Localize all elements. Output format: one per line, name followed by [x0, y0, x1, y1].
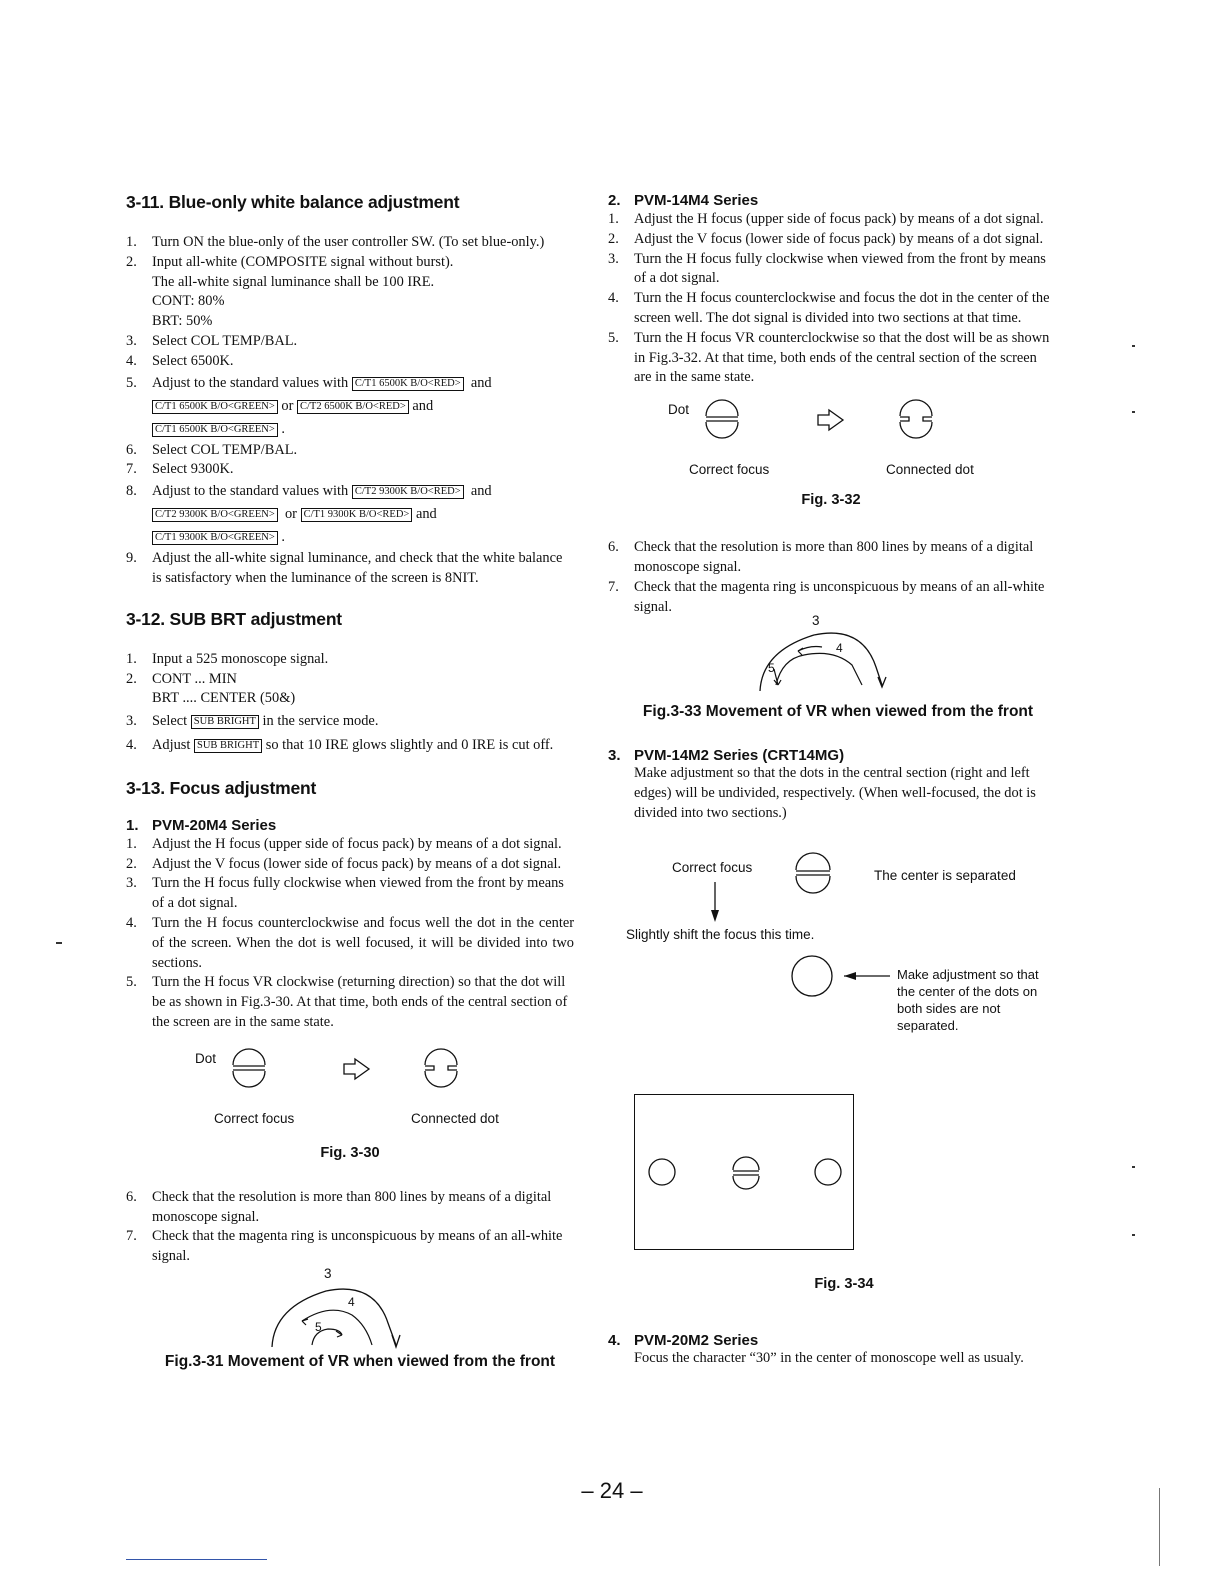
s3-body: Make adjustment so that the dots in the central section (right and left edges) will be undivided, respectively. (When well-focused, the dot is divided into two sections.) [634, 765, 1036, 821]
margin-mark [1132, 411, 1135, 413]
correct-focus-label: Correct focus [672, 859, 753, 875]
list-item: 1. Input a 525 monoscope signal. [126, 650, 329, 667]
key-label: SUB BRIGHT [194, 739, 262, 753]
dot-label: Dot [195, 1050, 217, 1066]
list-item: 1. Adjust the H focus (upper side of focus pack) by means of a dot signal. [608, 211, 1044, 227]
key-label: SUB BRIGHT [191, 715, 259, 729]
figure-3-32 [608, 394, 1054, 538]
section-3-12-heading: 3-12. SUB BRT adjustment [126, 608, 342, 629]
s311-list [126, 233, 574, 589]
left-column [126, 192, 574, 1379]
vr-label-3: 3 [812, 613, 820, 629]
s313-list [126, 835, 574, 1033]
key-label: C/T1 6500K B/O<GREEN> [152, 423, 278, 437]
list-item: 5. Turn the H focus VR counterclockwise so that the dost will be as shown in Fig.3-32. At that time, both ends of the central section of the screen are in the same state. [608, 329, 1050, 386]
screen-dots-icon [634, 1094, 854, 1250]
separated-label: The center is separated [874, 867, 1016, 883]
subsection-pvm-14m2: 3. PVM-14M2 Series (CRT14MG) [608, 747, 845, 765]
section-3-11-heading: 3-11. Blue-only white balance adjustment [126, 192, 460, 212]
page-number: – 24 – [581, 1478, 643, 1503]
vr-label-4: 4 [348, 1294, 355, 1309]
list-item: 7. Check that the magenta ring is unconspicuous by means of an all-white signal. [608, 578, 1045, 615]
list-item: 3. Select SUB BRIGHT in the service mode. [126, 713, 379, 730]
list-item: 3. Select COL TEMP/BAL. [126, 332, 298, 349]
edge-line [1159, 1488, 1160, 1566]
connected-dot-icon [423, 1043, 459, 1095]
undivided-dot-icon [790, 950, 900, 1008]
list-item: 3. Turn the H focus fully clockwise when viewed from the front by means of a dot signal. [126, 875, 564, 912]
dot-label: Dot [668, 402, 690, 418]
vr-movement-icon [754, 625, 894, 695]
make-adjustment-note: Make adjustment so that the center of the dots on both sides are not separated. [897, 966, 1039, 1033]
subsection-pvm-20m4: 1. PVM-20M4 Series [126, 816, 277, 834]
list-item: 9. Adjust the all-white signal luminance, and check that the white balance is satisfactory when the luminance of the screen is 8NIT. [126, 550, 563, 586]
list-item: 2. Adjust the V focus (lower side of focus pack) by means of a dot signal. [608, 230, 1044, 247]
key-label: C/T1 6500K B/O<GREEN> [152, 400, 278, 414]
figure-3-34-screen [608, 1094, 1054, 1302]
vr-label-3: 3 [324, 1265, 332, 1281]
footer-line [126, 1559, 267, 1560]
key-label: C/T1 6500K B/O<RED> [352, 377, 464, 391]
arrow-right-icon [342, 1057, 372, 1081]
list-item: 2. Input all-white (COMPOSITE signal without burst). The all-white signal luminance shall be 100 IRE. CONT: 80% BRT: 50% [126, 253, 454, 330]
list-item: 1. Turn ON the blue-only of the user controller SW. (To set blue-only.) [126, 234, 545, 250]
s312-list [126, 650, 574, 756]
list-item: 5. Adjust to the standard values with C/T1 6500K B/O<RED> and C/T1 6500K B/O<GREEN> or C/T2 6500K B/O<RED> and C/T1 6500K B/O<GREEN> . [126, 374, 492, 437]
correct-focus-label: Correct focus [689, 462, 770, 478]
vr-label-5: 5 [315, 1319, 322, 1334]
list-item: 6. Check that the resolution is more than 800 lines by means of a digital monoscope signal. [608, 539, 1034, 575]
subsection-pvm-14m4: 2. PVM-14M4 Series [608, 192, 759, 209]
list-item: 6. Select COL TEMP/BAL. [126, 441, 298, 458]
list-item: 8. Adjust to the standard values with C/T2 9300K B/O<RED> and C/T2 9300K B/O<GREEN> or C/T1 9300K B/O<RED> and C/T1 9300K B/O<GREEN> . [126, 483, 492, 546]
connected-dot-label: Connected dot [411, 1110, 499, 1126]
figure-3-30 [126, 1043, 574, 1188]
margin-mark [1132, 1166, 1135, 1168]
vr-label-5: 5 [768, 661, 775, 676]
arrow-right-icon [816, 408, 846, 432]
correct-focus-dot-icon [704, 394, 740, 446]
vr-label-4: 4 [836, 641, 843, 656]
margin-mark [1132, 345, 1135, 347]
figure-caption: Fig. 3-32 [801, 492, 861, 509]
list-item: 2. CONT ... MIN BRT .... CENTER (50&) [126, 670, 296, 707]
list-item: 2. Adjust the V focus (lower side of focus pack) by means of a dot signal. [126, 855, 562, 872]
key-label: C/T1 9300K B/O<GREEN> [152, 531, 278, 545]
key-label: C/T2 9300K B/O<GREEN> [152, 508, 278, 522]
list-item: 7. Select 9300K. [126, 461, 234, 478]
vr-movement-icon [266, 1281, 406, 1351]
shift-label: Slightly shift the focus this time. [626, 926, 815, 942]
connected-dot-label: Connected dot [886, 462, 974, 478]
correct-focus-dot-icon [231, 1043, 267, 1095]
key-label: C/T2 9300K B/O<RED> [352, 485, 464, 499]
s2-list [608, 210, 1054, 388]
key-label: C/T2 6500K B/O<RED> [297, 400, 409, 414]
figure-caption: Fig.3-31 Movement of VR when viewed from the front [164, 1352, 556, 1370]
list-item: 4. Turn the H focus counterclockwise and focus well the dot in the center of the screen. When the dot is well focused, it will be divided into two sections. [126, 914, 574, 971]
list-item: 6. Check that the resolution is more than 800 lines by means of a digital monoscope signal. [126, 1188, 552, 1225]
list-item: 4. Select 6500K. [126, 352, 234, 369]
s4-body: Focus the character “30” in the center of monoscope well as usualy. [634, 1349, 1024, 1366]
figure-3-31 [126, 1267, 574, 1379]
list-item: 1. Adjust the H focus (upper side of focus pack) by means of a dot signal. [126, 835, 562, 852]
figure-3-34-process [608, 854, 1054, 1094]
separated-dot-icon [793, 846, 833, 902]
list-item: 5. Turn the H focus VR clockwise (returning direction) so that the dot will be as shown in Fig.3-30. At that time, both ends of the central section of the screen are in the same state. [126, 974, 568, 1030]
margin-mark [56, 942, 62, 944]
figure-caption: Fig. 3-34 [814, 1275, 874, 1292]
list-item: 4. Turn the H focus counterclockwise and focus the dot in the center of the screen well. The dot signal is divided into two sections at that time. [608, 290, 1050, 326]
s313-list-2 [126, 1188, 574, 1267]
right-column [608, 192, 1054, 1369]
s2-list-2 [608, 538, 1054, 617]
arrow-down-icon [708, 880, 722, 924]
figure-3-33 [608, 613, 1054, 747]
figure-caption: Fig. 3-30 [320, 1144, 380, 1161]
list-item: 3. Turn the H focus fully clockwise when viewed from the front by means of a dot signal. [608, 250, 1046, 287]
list-item: 4. Adjust SUB BRIGHT so that 10 IRE glows slightly and 0 IRE is cut off. [126, 736, 554, 753]
margin-mark [1132, 1234, 1135, 1236]
connected-dot-icon [898, 394, 934, 446]
correct-focus-label: Correct focus [214, 1110, 295, 1126]
list-item: 7. Check that the magenta ring is unconspicuous by means of an all-white signal. [126, 1228, 563, 1265]
key-label: C/T1 9300K B/O<RED> [301, 508, 413, 522]
section-3-13-heading: 3-13. Focus adjustment [126, 777, 317, 798]
subsection-pvm-20m2: 4. PVM-20M2 Series [608, 1331, 759, 1349]
figure-caption: Fig.3-33 Movement of VR when viewed from the front [642, 703, 1034, 721]
